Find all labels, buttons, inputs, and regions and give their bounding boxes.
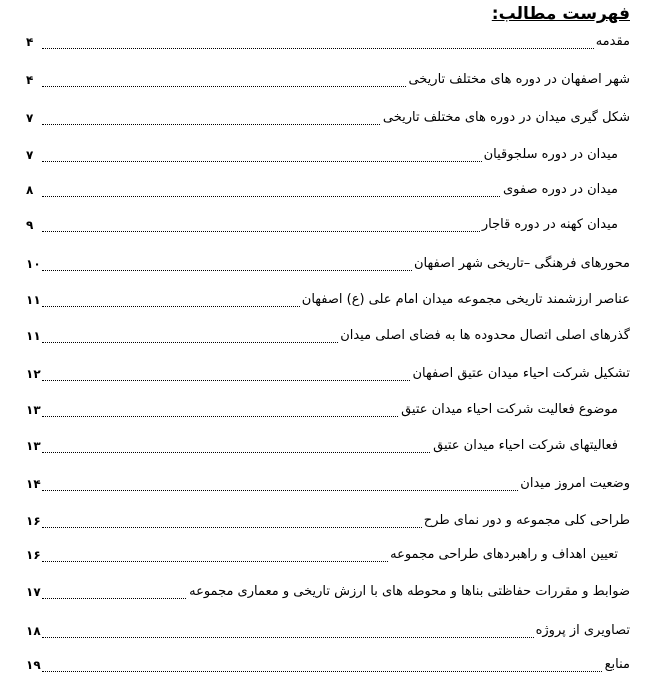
toc-entry-label: منابع (603, 654, 630, 676)
toc-entry-label: طراحی کلی مجموعه و دور نمای طرح (422, 510, 630, 532)
toc-entry-page: ۹ (26, 218, 34, 232)
toc-entry[interactable] (26, 325, 630, 347)
toc-entry[interactable] (26, 107, 630, 129)
toc-entry-page: ۷ (26, 111, 34, 125)
toc-entry[interactable] (26, 510, 630, 532)
toc-entry-label: مقدمه (594, 31, 630, 53)
toc-entry[interactable] (26, 363, 630, 385)
toc-entry-page: ۷ (26, 148, 34, 162)
toc-entry-label: گذرهای اصلی اتصال محدوده ها به فضای اصلی میدان (338, 325, 630, 347)
toc-entry-label: میدان در دوره سلجوقیان (482, 144, 618, 166)
toc-entry-label: میدان در دوره صفوی (501, 179, 618, 201)
dot-leader (42, 48, 630, 49)
toc-entry[interactable] (26, 179, 630, 201)
toc-entry[interactable] (26, 544, 630, 566)
toc-entry-label: تصاویری از پروژه (534, 620, 630, 642)
toc-entry[interactable] (26, 435, 630, 457)
toc-entry[interactable] (26, 214, 630, 236)
toc-entry-page: ۱۳ (26, 439, 41, 453)
toc-entry[interactable] (26, 620, 630, 642)
toc-entry[interactable] (26, 654, 630, 676)
toc-entry-label: ضوابط و مقررات حفاظتی بناها و محوطه های با ارزش تاریخی و معماری مجموعه (187, 581, 630, 603)
toc-entry-page: ۱۲ (26, 367, 41, 381)
toc-entry[interactable] (26, 399, 630, 421)
toc-entry-label: عناصر ارزشمند تاریخی مجموعه میدان امام علی (ع) اصفهان (300, 289, 630, 311)
toc-entry-label: شکل گیری میدان در دوره های مختلف تاریخی (381, 107, 630, 129)
toc-entry-page: ۱۸ (26, 624, 41, 638)
toc-entry[interactable] (26, 581, 630, 603)
toc-entry-label: فعالیتهای شرکت احیاء میدان عتیق (431, 435, 618, 457)
toc-entry-label: تشکیل شرکت احیاء میدان عتیق اصفهان (410, 363, 630, 385)
toc-entry-page: ۱۳ (26, 403, 41, 417)
dot-leader (42, 671, 630, 672)
toc-entry[interactable] (26, 289, 630, 311)
toc-entry[interactable] (26, 31, 630, 53)
toc-title: فهرست مطالب: (491, 4, 630, 24)
toc-entry-label: وضعیت امروز میدان (518, 473, 630, 495)
toc-entry[interactable] (26, 69, 630, 91)
toc-entry[interactable] (26, 253, 630, 275)
toc-entry-page: ۴ (26, 73, 34, 87)
toc-entry-page: ۱۱ (26, 293, 41, 307)
toc-entry-page: ۱۷ (26, 585, 41, 599)
toc-entry[interactable] (26, 473, 630, 495)
toc-entry-page: ۱۶ (26, 548, 41, 562)
toc-entry-page: ۱۴ (26, 477, 41, 491)
toc-entry-label: محورهای فرهنگی –تاریخی شهر اصفهان (412, 253, 630, 275)
toc-entry-page: ۸ (26, 183, 34, 197)
toc-entry-label: موضوع فعالیت شرکت احیاء میدان عتیق (399, 399, 618, 421)
toc-entry-label: میدان کهنه در دوره قاجار (480, 214, 618, 236)
toc-entry-page: ۱۰ (26, 257, 41, 271)
toc-entry-label: تعیین اهداف و راهبردهای طراحی مجموعه (388, 544, 618, 566)
toc-entry-page: ۱۶ (26, 514, 41, 528)
toc-entry-page: ۱۹ (26, 658, 41, 672)
toc-entry-page: ۱۱ (26, 329, 41, 343)
toc-entry-label: شهر اصفهان در دوره های مختلف تاریخی (406, 69, 630, 91)
toc-entry[interactable] (26, 144, 630, 166)
toc-entry-page: ۴ (26, 35, 34, 49)
